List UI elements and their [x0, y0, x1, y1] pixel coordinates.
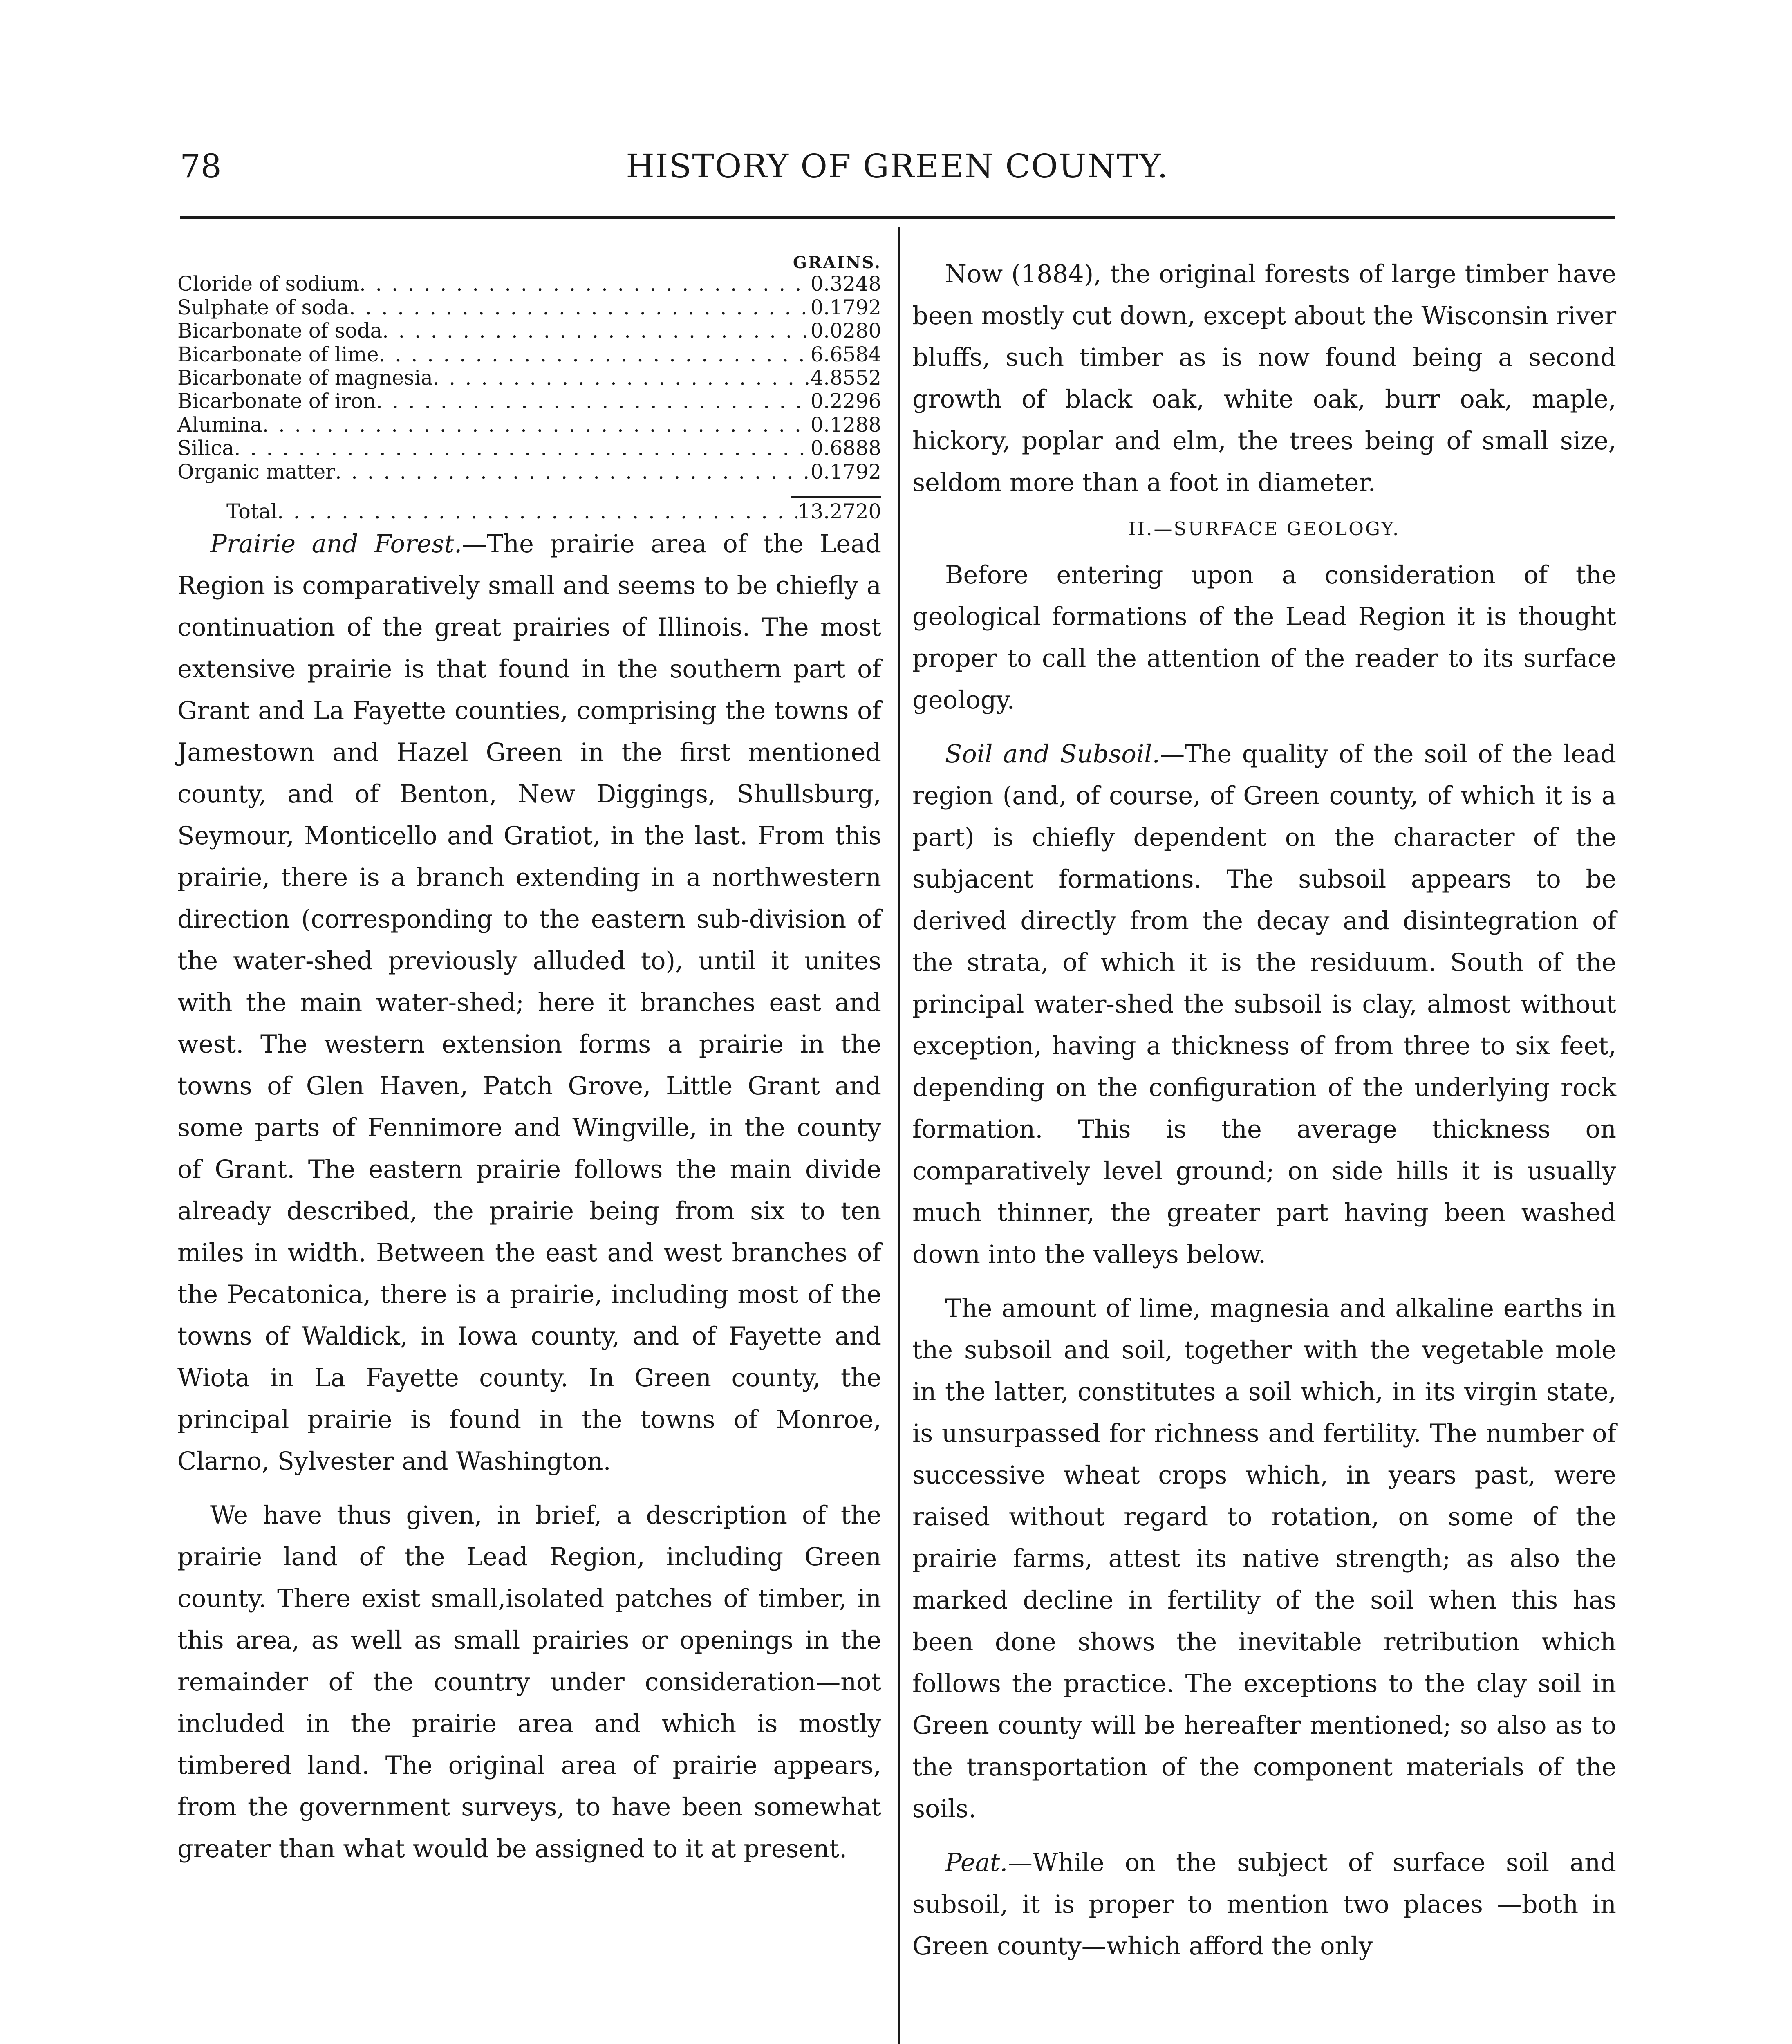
table-row [177, 460, 881, 484]
row-value: 0.1792 [810, 295, 881, 319]
row-value: 0.2296 [810, 389, 881, 413]
row-label: Silica [177, 436, 234, 460]
running-head: HISTORY OF GREEN COUNTY. [626, 147, 1169, 185]
row-value: 6.6584 [810, 342, 881, 366]
paragraph-forests: Now (1884), the original forests of large timber have been mostly cut down, except about the Wisconsin river bluffs, such timber as is now found being a second growth of black oak, white oak, burr oak, maple, hickory, poplar and elm, the trees being of small size, seldom more than a foot in diameter. [912, 260, 1616, 497]
table-row [177, 319, 881, 343]
units-label: GRAINS. [793, 253, 881, 272]
row-label: Sulphate of soda [177, 295, 349, 319]
table-row [177, 366, 881, 390]
row-label: Bicarbonate of soda [177, 319, 383, 343]
paragraph-prairie-summary: We have thus given, in brief, a description of the prairie land of the Lead Region, including Green county. There exist small,isolated patches of timber, in this area, as well as small prairies or openings in the remainder of the country under consideration—not included in the prairie area and which is mostly timbered land. The original area of prairie appears, from the government surveys, to have been somewhat greater than what would be assigned to it at present. [177, 1501, 881, 1864]
paragraph-intro-geology: Before entering upon a consideration of the geological formations of the Lead Region it is thought proper to call the attention of the reader to its surface geology. [912, 561, 1616, 715]
paragraph-fertility: The amount of lime, magnesia and alkaline earths in the subsoil and soil, together with the vegetable mole in the latter, constitutes a soil which, in its virgin state, is unsurpassed for richness and fertility. The number of successive wheat crops which, in years past, were raised without regard to rotation, on some of the prairie farms, attest its native strength; as also the marked decline in fertility of the soil when this has been done shows the inevitable retribution which follows the practice. The exceptions to the clay soil in Green county will be hereafter mentioned; so also as to the transportation of the component materials of the soils. [912, 1294, 1616, 1823]
row-label: Organic matter [177, 459, 335, 484]
mineral-analysis-table [177, 253, 881, 523]
right-column [912, 253, 1616, 1967]
column-divider [898, 227, 900, 2044]
total-value: 13.2720 [797, 500, 881, 524]
left-column [177, 253, 881, 1870]
total-label: Total [226, 500, 278, 524]
paragraph-body: —While on the subject of surface soil and subsoil, it is proper to mention two places —both in Green county—which afford the only [912, 1849, 1616, 1961]
row-value: 0.3248 [810, 272, 881, 296]
paragraph-lead: Prairie and Forest. [210, 530, 462, 559]
total-row [177, 500, 881, 523]
page-header [180, 147, 1615, 200]
table-row [177, 272, 881, 296]
header-rule [180, 216, 1615, 219]
row-label: Cloride of sodium [177, 272, 360, 296]
page-number: 78 [180, 147, 222, 185]
row-value: 0.1288 [810, 412, 881, 437]
section-heading: II.—SURFACE GEOLOGY. [1128, 518, 1400, 540]
row-label: Bicarbonate of lime [177, 342, 379, 366]
row-value: 0.6888 [810, 436, 881, 460]
total-rule [791, 496, 881, 498]
row-label: Bicarbonate of magnesia [177, 366, 433, 390]
paragraph-lead: Peat. [945, 1849, 1008, 1877]
table-row [177, 437, 881, 460]
row-label: Bicarbonate of iron [177, 389, 376, 413]
table-row [177, 296, 881, 319]
row-value: 0.1792 [810, 459, 881, 484]
paragraph-soil-subsoil [912, 733, 1616, 1275]
table-row [177, 343, 881, 366]
paragraph-lead: Soil and Subsoil. [945, 740, 1160, 769]
paragraph-body: —The prairie area of the Lead Region is comparatively small and seems to be chiefly a continuation of the great prairies of Illinois. The most extensive prairie is that found in the southern part of Grant and La Fayette counties, comprising the towns of Jamestown and Hazel Green in the first mentioned county, and of Benton, New Diggings, Shullsburg, Seymour, Monticello and Gratiot, in the last. From this prairie, there is a branch extending in a northwestern direction (corresponding to the eastern sub-division of the water-shed previously alluded to), until it unites with the main water-shed; here it branches east and west. The western extension forms a prairie in the towns of Glen Haven, Patch Grove, Little Grant and some parts of Fennimore and Wingville, in the county of Grant. The eastern prairie follows the main divide already described, the prairie being from six to ten miles in width. Between the east and west branches of the Pecatonica, there is a prairie, including most of the towns of Waldick, in Iowa county, and of Fayette and Wiota in La Fayette county. In Green county, the principal prairie is found in the towns of Monroe, Clarno, Sylvester and Washington. [177, 530, 881, 1476]
table-row [177, 390, 881, 413]
paragraph-prairie-and-forest [177, 523, 881, 1482]
row-value: 4.8552 [810, 366, 881, 390]
paragraph-peat [912, 1842, 1616, 1967]
row-label: Alumina [177, 412, 262, 437]
row-value: 0.0280 [810, 319, 881, 343]
paragraph-body: —The quality of the soil of the lead region (and, of course, of Green county, of which it is a part) is chiefly dependent on the character of the subjacent formations. The subsoil appears to be derived directly from the decay and disintegration of the strata, of which it is the residuum. South of the principal water-shed the subsoil is clay, almost without exception, having a thickness of from three to six feet, depending on the configuration of the underlying rock formation. This is the average thickness on comparatively level ground; on side hills it is usually much thinner, the greater part having been washed down into the valleys below. [912, 740, 1616, 1269]
table-row [177, 413, 881, 437]
